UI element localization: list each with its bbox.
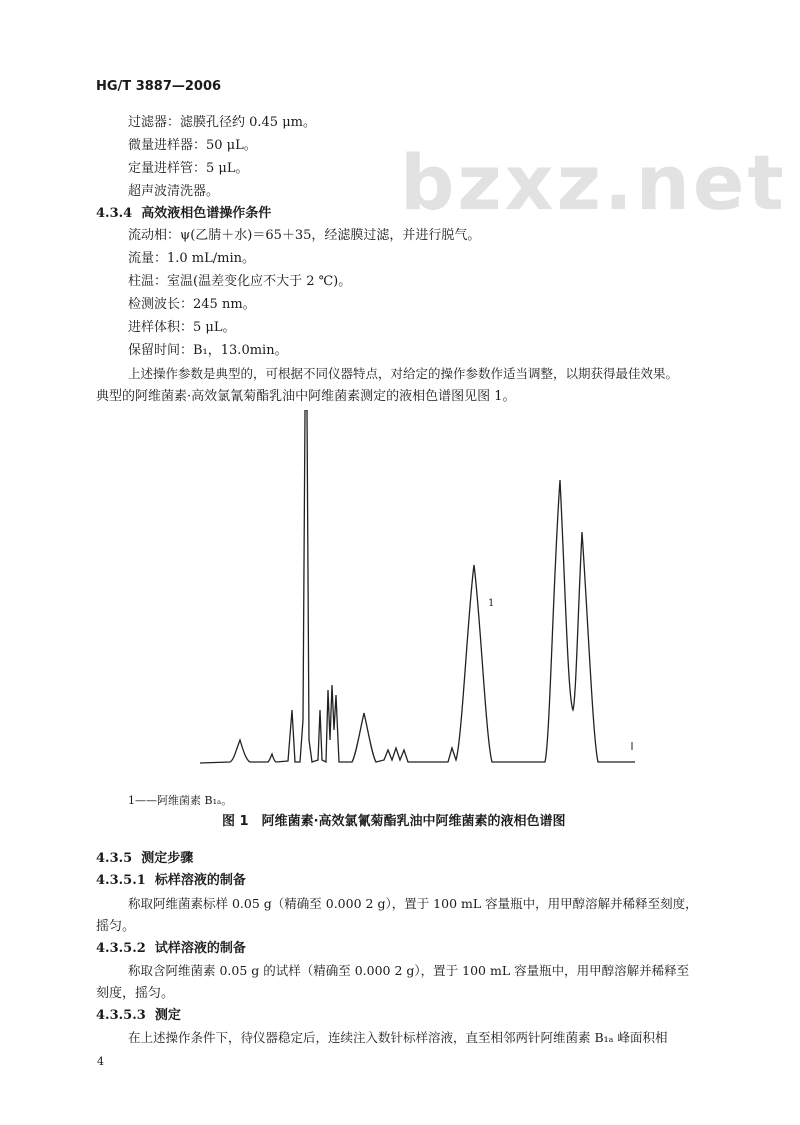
section-number: 4.3.5.3 [96, 1008, 146, 1023]
text-sample-prep-2: 刻度，摇匀。 [96, 986, 175, 1001]
section-4-3-4 [96, 205, 271, 223]
section-4-3-5 [96, 850, 193, 868]
peak-1-label: 1 [488, 598, 495, 609]
text-determination-1: 在上述操作条件下，待仪器稳定后，连续注入数针标样溶液，直至相邻两针阿维菌素 B₁ₐ 峰面积相 [128, 1030, 668, 1045]
page-number: 4 [97, 1055, 104, 1068]
text-sample-prep-1: 称取含阿维菌素 0.05 g 的试样（精确至 0.000 2 g），置于 100 mL 容量瓶中，用甲醇溶解并稀释至 [128, 963, 690, 978]
text-note-2: 典型的阿维菌素·高效氯氰菊酯乳油中阿维菌素测定的液相色谱图见图 1。 [96, 389, 516, 404]
section-title: 高效液相色谱操作条件 [141, 206, 272, 221]
text-wavelength: 检测波长：245 nm。 [128, 297, 256, 312]
section-number: 4.3.4 [96, 206, 133, 221]
text-syringe: 微量进样器：50 μL。 [128, 138, 257, 153]
section-4-3-5-3 [96, 1007, 181, 1025]
text-loop: 定量进样管：5 μL。 [128, 161, 249, 176]
section-title: 测定 [154, 1008, 181, 1023]
figure-legend: 1——阿维菌素 B₁ₐ。 [128, 794, 233, 807]
text-standard-prep-2: 摇匀。 [96, 919, 136, 934]
text-retention-time: 保留时间：B₁，13.0min。 [128, 343, 288, 358]
chromatogram-trace [200, 410, 635, 763]
text-standard-prep-1: 称取阿维菌素标样 0.05 g（精确至 0.000 2 g），置于 100 mL 容量瓶中，用甲醇溶解并稀释至刻度， [128, 896, 698, 911]
section-number: 4.3.5.2 [96, 941, 146, 956]
text-injection-volume: 进样体积：5 μL。 [128, 320, 236, 335]
section-number: 4.3.5.1 [96, 873, 146, 888]
text-note-1: 上述操作参数是典型的，可根据不同仪器特点，对给定的操作参数作适当调整，以期获得最佳效果。 [128, 366, 679, 381]
watermark: bzxz.net [400, 138, 787, 227]
text-mobile-phase: 流动相：ψ(乙腈＋水)＝65＋35，经滤膜过滤，并进行脱气。 [128, 228, 481, 243]
chromatogram-figure [200, 410, 650, 770]
text-flow: 流量：1.0 mL/min。 [128, 251, 256, 266]
text-column-temp: 柱温：室温(温差变化应不大于 2 ℃)。 [128, 274, 352, 289]
section-4-3-5-2 [96, 940, 246, 958]
standard-code: HG/T 3887—2006 [96, 79, 222, 94]
section-4-3-5-1 [96, 872, 246, 890]
text-ultrasonic: 超声波清洗器。 [128, 184, 220, 199]
section-title: 测定步骤 [141, 851, 194, 866]
section-number: 4.3.5 [96, 851, 133, 866]
text-filter: 过滤器：滤膜孔径约 0.45 μm。 [128, 115, 316, 130]
section-title: 标样溶液的制备 [154, 873, 246, 888]
figure-caption: 图 1 阿维菌素·高效氯氰菊酯乳油中阿维菌素的液相色谱图 [222, 814, 566, 829]
section-title: 试样溶液的制备 [154, 941, 246, 956]
